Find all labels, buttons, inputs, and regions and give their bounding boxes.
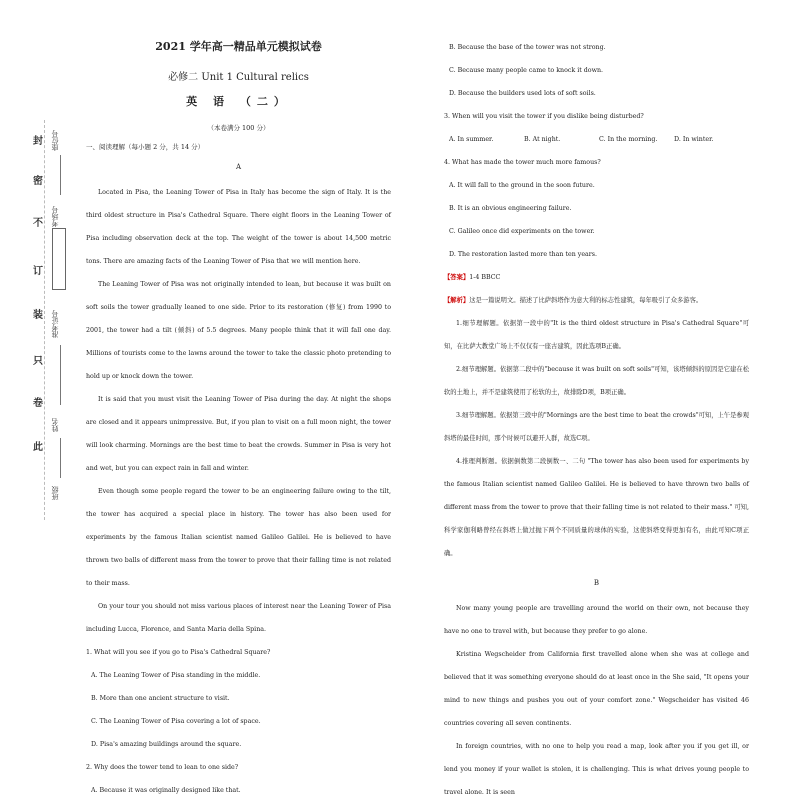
option: C. Because many people came to knock it down.: [449, 67, 604, 74]
question: 3. When will you visit the tower if you dislike being disturbed?: [444, 113, 644, 120]
class-label: 班级: [51, 486, 59, 500]
score-note: （本卷满分 100 分）: [207, 124, 270, 132]
ticket-number-label: 准考证号: [51, 310, 59, 338]
option: D. In winter.: [674, 136, 714, 143]
passage-paragraph: On your tour you should not miss various places of interest near the Leaning Tower of Pisa including Lucca, Florence, and Santa Maria della Spina.: [86, 603, 391, 633]
passage-paragraph: The Leaning Tower of Pisa was not originally intended to lean, but because it was built on soft soils the tower gradually leaned to one side. Prior to its restoration (修复) from 1990 to 2001, the tower had a tilt (倾斜) of 5.5 degrees. Many people think that it will fall one day. Millions of tourists come to the lawns around the tower to take the classic photo pretending to hold up or knock down the tower.: [86, 281, 391, 380]
question: 2. Why does the tower tend to lean to one side?: [86, 764, 239, 771]
binding-char: 不: [33, 218, 43, 229]
seat-number-label: 座位号: [51, 130, 59, 151]
name-label: 姓名: [51, 418, 59, 432]
seat-number-line: [60, 155, 61, 195]
explanation-item: 3.细节理解题。依据第三段中的"Mornings are the best time to beat the crowds"可知，上午是参观斜塔的最佳时间，那个时候可以避开人群，故选C项。: [444, 412, 749, 442]
passage-paragraph: Located in Pisa, the Leaning Tower of Pisa in Italy has become the sign of Italy. It is the third oldest structure in Pisa's Cathedral Square. There eight floors in the Leaning Tower of Pisa including observation deck at the top. The weight of the tower is about 14,500 metric tons. There are amazing facts of the Leaning Tower of Pisa that we will mention here.: [86, 189, 391, 265]
passage-b-letter: B: [593, 579, 600, 587]
option: D. Because the builders used lots of soft soils.: [449, 90, 596, 97]
passage-paragraph: It is said that you must visit the Leaning Tower of Pisa during the day. At night the shops are closed and it appears unimpressive. But, if you plan to visit on a full moon night, the tower will look charming. Mornings are the best time to beat the crowds. Summer in Pisa is very hot and wet, but you can expect rain in fall and winter.: [86, 396, 391, 472]
answer-tag: 【答案】: [444, 274, 470, 281]
question: 4. What has made the tower much more famous?: [444, 159, 601, 166]
question: 1. What will you see if you go to Pisa's Cathedral Square?: [86, 649, 271, 656]
passage-paragraph: In foreign countries, with no one to help you read a map, look after you if you get ill, or lend you money if your wallet is stolen, it is challenging. This is what drives young people to travel alone. It is seen: [444, 743, 749, 796]
option: A. In summer.: [449, 136, 494, 143]
cut-line: [44, 120, 45, 520]
option: B. At night.: [524, 136, 561, 143]
passage-paragraph: Even though some people regard the tower to be an engineering failure owing to the tilt, the tower has acquired a special place in history. The tower has also been used for experiments by the famous Italian scientist named Galileo Galilei. He is believed to have thrown two balls of different mass from the tower to prove that their falling time is not related to their mass.: [86, 488, 391, 587]
left-column: [86, 38, 391, 802]
explanation-item: 2.细节理解题。依据第二段中的"because it was built on soft soils"可知，该塔倾斜的原因是它建在松软的土地上，并不是建筑使用了松软的土，故排除D项，B项正确。: [444, 366, 749, 396]
name-line: [60, 438, 61, 478]
ticket-number-line: [60, 345, 61, 405]
passage-paragraph: Now many young people are travelling around the world on their own, not because they have no one to travel with, but because they prefer to go alone.: [444, 605, 749, 635]
option: C. The Leaning Tower of Pisa covering a lot of space.: [91, 718, 261, 725]
unit-subtitle: 必修二 Unit 1 Cultural relics: [168, 72, 309, 83]
right-column: [444, 36, 749, 804]
option: A. It will fall to the ground in the soon future.: [449, 182, 595, 189]
option: A. Because it was originally designed like that.: [91, 787, 241, 794]
explanation-intro: [444, 289, 749, 312]
passage-a-letter: A: [235, 163, 242, 171]
binding-char: 此: [33, 442, 43, 453]
explanation-tag: 【解析】: [444, 297, 470, 304]
binding-char: 卷: [33, 398, 43, 409]
explanation-item: 4.推理判断题。依据倒数第二段倒数一、二句 "The tower has also been used for experiments by the famous Italian scientist named Galileo Galilei. He is believed to have thrown two balls of different mass from the tower to prove that their falling time is not related to their mass." 可知,科学家伽利略曾经在斜塔上做过抛下两个不同质量的球体的实验，这使斜塔变得更加有名，由此可知C项正确。: [444, 458, 749, 557]
binding-char: 密: [33, 176, 43, 187]
option: B. More than one ancient structure to visit.: [91, 695, 230, 702]
explanation-intro-text: 这是一篇说明文。描述了比萨斜塔作为意大利的标志性建筑，每年吸引了众多游客。: [469, 297, 703, 304]
exam-title: 2021 学年高一精品单元模拟试卷: [155, 40, 322, 53]
option: B. Because the base of the tower was not strong.: [449, 44, 606, 51]
option: A. The Leaning Tower of Pisa standing in the middle.: [91, 672, 261, 679]
answer-line: [444, 266, 749, 289]
option: C. Galileo once did experiments on the tower.: [449, 228, 595, 235]
answer-key: 1-4 BBCC: [469, 274, 501, 281]
binding-char: 订: [33, 266, 43, 277]
binding-char: 封: [33, 136, 43, 147]
binding-margin: [0, 0, 78, 794]
section-heading: 一、阅读理解（每小题 2 分，共 14 分）: [86, 143, 205, 151]
option: D. Pisa's amazing buildings around the square.: [91, 741, 242, 748]
binding-char: 只: [33, 356, 43, 367]
exam-id-grid: [52, 228, 66, 290]
option: B. It is an obvious engineering failure.: [449, 205, 572, 212]
passage-paragraph: Kristina Wegscheider from California first travelled alone when she was at college and believed that it was something everyone should do at least once in the She said, "It opens your mind to new things and pushes you out of your comfort zone." Wegscheider has visited 46 countries covering all seven continents.: [444, 651, 749, 727]
option-row: [444, 128, 749, 151]
subject-title: 英 语 （二）: [186, 95, 291, 108]
explanation-item: 1.细节理解题。依据第一段中的"It is the third oldest structure in Pisa's Cathedral Square"可知，在比萨大教堂广场上不仅仅有一座古建筑，因此选项B正确。: [444, 320, 749, 350]
option: C. In the morning.: [599, 136, 658, 143]
option: D. The restoration lasted more than ten years.: [449, 251, 598, 258]
binding-char: 装: [33, 310, 43, 321]
exam-room-label: 考场号: [51, 206, 59, 227]
